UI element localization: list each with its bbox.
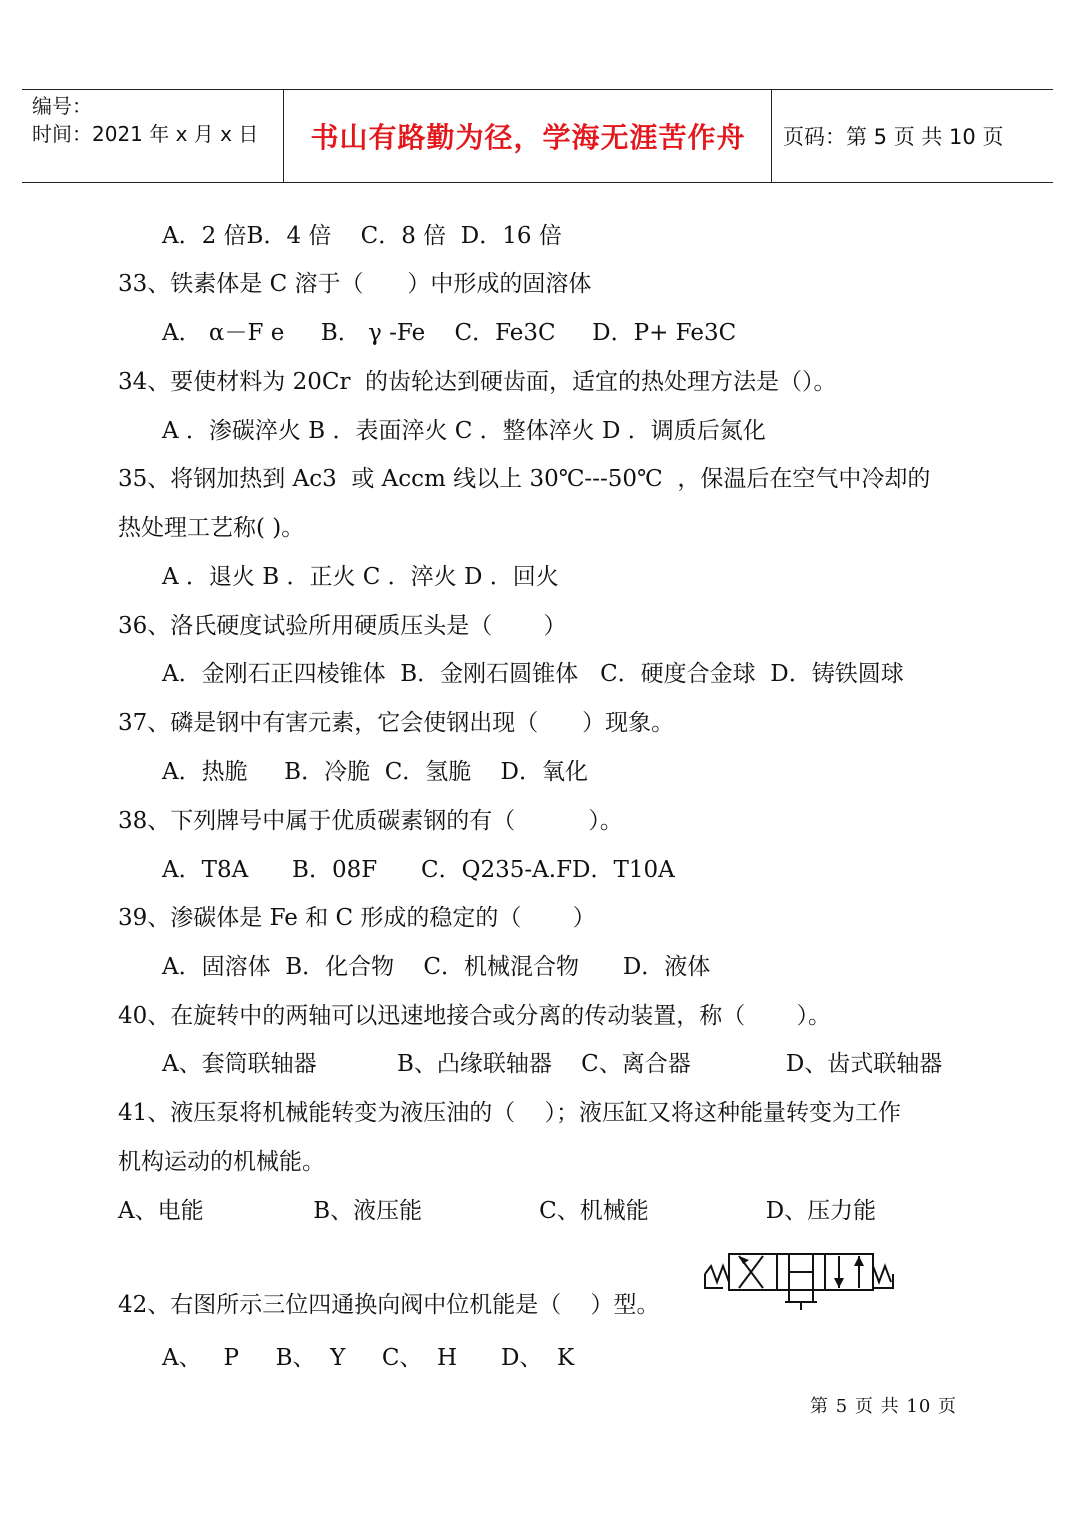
page-info: 页码：第 5 页 共 10 页 <box>783 125 1004 149</box>
option-line: A．金刚石正四棱锥体 B．金刚石圆锥体 C．硬度合金球 D．铸铁圆球 <box>162 661 904 687</box>
time-label: 时间：2021 年 x 月 x 日 <box>32 122 259 146</box>
option-line: A、 P B、 Y C、 H D、 K <box>162 1345 575 1371</box>
question-line: 热处理工艺称( )。 <box>118 515 305 541</box>
question-line: 33、铁素体是 C 溶于（ ）中形成的固溶体 <box>118 271 592 297</box>
question-line: 34、要使材料为 20Cr 的齿轮达到硬齿面，适宜的热处理方法是（）。 <box>118 369 837 395</box>
option-line: A．T8A B．08F C．Q235-A.FD．T10A <box>162 857 675 883</box>
question-line: 42、右图所示三位四通换向阀中位机能是（ ）型。 <box>118 1292 660 1318</box>
question-line: 机构运动的机械能。 <box>118 1149 325 1175</box>
option-line: A、套筒联轴器 B、凸缘联轴器 C、离合器 D、齿式联轴器 <box>162 1051 943 1077</box>
question-line: 39、渗碳体是 Fe 和 C 形成的稳定的（ ） <box>118 905 596 931</box>
option-line: A ．渗碳淬火 B ．表面淬火 C ．整体淬火 D ．调质后氮化 <box>162 418 766 444</box>
header-page-info-cell <box>772 90 1053 182</box>
option-line: A．2 倍B．4 倍 C．8 倍 D．16 倍 <box>162 223 562 249</box>
page-header <box>22 89 1053 183</box>
question-line: 36、洛氏硬度试验所用硬质压头是（ ） <box>118 613 567 639</box>
page-footer: 第 5 页 共 10 页 <box>810 1396 957 1417</box>
header-motto-cell <box>285 90 772 182</box>
option-line: A． α－F e B． γ -Fe C．Fe3C D．P+ Fe3C <box>162 320 737 346</box>
question-line: A、电能 B、液压能 C、机械能 D、压力能 <box>118 1198 877 1224</box>
question-line: 41、液压泵将机械能转变为液压油的（ ）；液压缸又将这种能量转变为工作 <box>118 1100 902 1126</box>
option-line: A ．退火 B ．正火 C ．淬火 D ．回火 <box>162 564 559 590</box>
question-line: 37、磷是钢中有害元素，它会使钢出现（ ）现象。 <box>118 710 675 736</box>
option-line: A．固溶体 B．化合物 C．机械混合物 D．液体 <box>162 954 711 980</box>
valve-symbol-icon <box>703 1252 895 1314</box>
question-line: 35、将钢加热到 Ac3 或 Accm 线以上 30℃---50℃ ，保温后在空气中冷却的 <box>118 466 931 492</box>
question-line: 40、在旋转中的两轴可以迅速地接合或分离的传动装置，称（ ）。 <box>118 1003 831 1029</box>
number-label: 编号： <box>32 94 92 118</box>
option-line: A．热脆 B．冷脆 C．氢脆 D．氧化 <box>162 759 588 785</box>
header-left-cell <box>22 90 284 182</box>
question-line: 38、下列牌号中属于优质碳素钢的有（ ）。 <box>118 808 623 834</box>
motto-text: 书山有路勤为径，学海无涯苦作舟 <box>310 121 746 154</box>
